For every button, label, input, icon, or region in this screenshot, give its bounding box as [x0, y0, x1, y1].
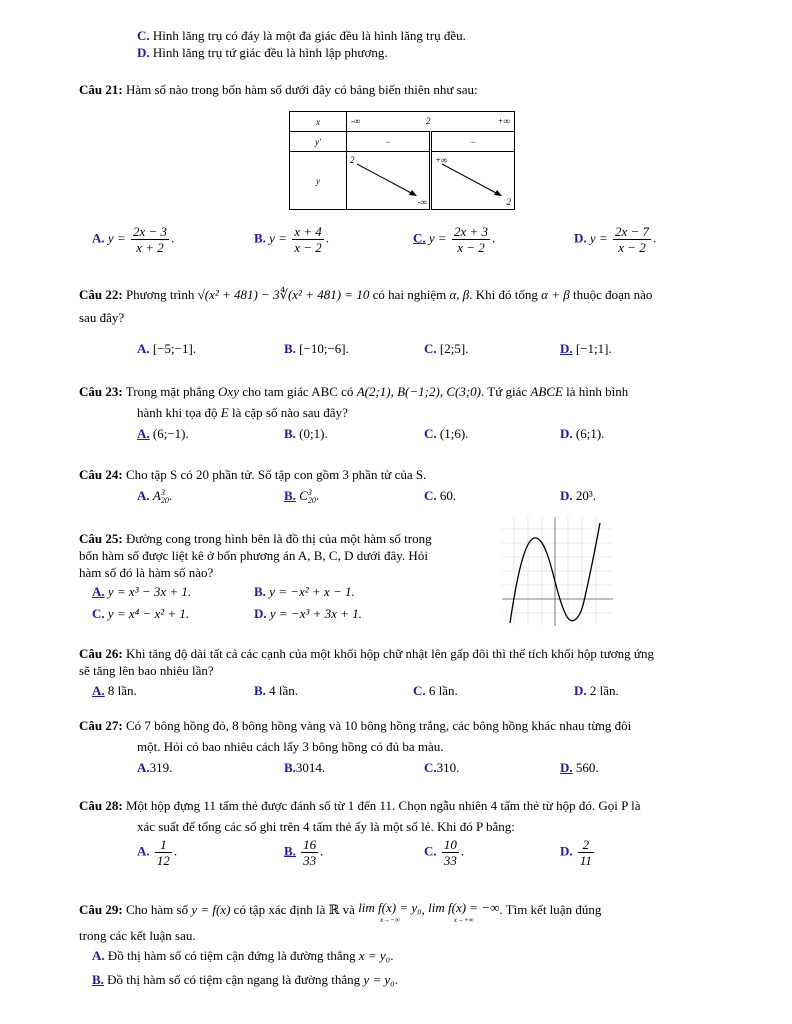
variation-table — [289, 111, 515, 210]
limit-1 — [358, 902, 421, 926]
question-label: Câu 29: — [79, 902, 123, 917]
q25-option-d — [254, 606, 362, 622]
option-text: [−1;1]. — [575, 341, 612, 356]
roots: α, β — [449, 287, 470, 302]
option-label: A. — [137, 843, 150, 859]
table-x-two: 2 — [426, 116, 431, 126]
option-text: 319. — [149, 760, 173, 775]
question-label: Câu 28: — [79, 798, 123, 813]
option-label: D. — [137, 45, 150, 60]
denominator: 33 — [303, 853, 317, 868]
separator: , — [421, 902, 425, 917]
table-neg-inf: -∞ — [351, 116, 361, 126]
denominator: x − 2 — [618, 240, 646, 255]
option-label: A. — [92, 230, 105, 246]
option-text: y = x³ − 3x + 1. — [107, 584, 192, 599]
option-label-correct: A. — [137, 426, 150, 441]
q27-option-c — [424, 760, 459, 776]
option-text: 60. — [439, 488, 457, 503]
option-text: 310. — [436, 760, 460, 775]
option-label: C. — [413, 683, 426, 698]
q27-option-b — [284, 760, 325, 776]
question-22-line2: sau đây? — [79, 310, 125, 325]
denominator: x − 2 — [457, 240, 485, 255]
q23-option-a — [137, 426, 189, 442]
option-text: [−5;−1]. — [152, 341, 197, 356]
option-text: Đồ thị hàm số có tiệm cận ngang là đường thẳng — [107, 972, 361, 987]
question-26-stem — [79, 646, 654, 662]
question-text: Cho tập S có 20 phần tử. Số tập con gồm 3 phần tử của S. — [125, 467, 427, 482]
question-text: có hai nghiệm — [372, 287, 447, 302]
option-end: . — [652, 230, 657, 246]
option-lhs: y = — [269, 230, 287, 246]
subscript: 20 — [307, 496, 316, 506]
decreasing-arrow-icon — [440, 162, 504, 198]
option-label-correct: B. — [92, 972, 104, 987]
question-text: Cho hàm số — [125, 902, 189, 917]
question-27-line2: một. Hỏi có bao nhiêu cách lấy 3 bông hồng có đủ ba màu. — [137, 739, 444, 754]
table-y-left — [347, 152, 431, 210]
option-text: y = x⁴ − x² + 1. — [107, 606, 190, 621]
fraction — [155, 837, 172, 868]
table-minus-right: − — [431, 132, 515, 152]
table-minus-left: − — [347, 132, 431, 152]
q25-option-c — [92, 606, 189, 622]
fraction — [292, 224, 324, 255]
table-y-top-right: +∞ — [435, 155, 448, 165]
q23-option-d — [560, 426, 604, 442]
limit-expr: lim f(x) = −∞ — [428, 900, 500, 915]
option-text: 6 lần. — [428, 683, 458, 698]
superscript: 3 — [160, 488, 165, 498]
question-text: Một hộp đựng 11 tấm thẻ được đánh số từ 1 đến 11. Chọn ngẫu nhiên 4 tấm thẻ từ hộp đó. Gọi P là — [125, 798, 641, 813]
q29-option-a — [92, 948, 393, 964]
equation: √(x² + 481) − 3∜(x² + 481) = 10 — [197, 287, 370, 302]
question-29-line2: trong các kết luận sau. — [79, 928, 196, 943]
question-23-line2 — [137, 405, 348, 421]
q26-option-a — [92, 683, 137, 699]
option-label-correct: D. — [560, 341, 573, 356]
option-end: . — [325, 230, 330, 246]
fraction — [442, 837, 459, 868]
point-e: E — [220, 405, 229, 420]
option-label: C. — [424, 760, 437, 775]
decreasing-arrow-icon — [355, 162, 419, 198]
question-24-stem — [79, 467, 426, 483]
option-end: . — [491, 230, 496, 246]
question-text: Khi tăng độ dài tất cả các cạnh của một khối hộp chữ nhật lên gấp đôi thì thể tích khối hộp tương ứng — [125, 646, 654, 661]
question-label: Câu 26: — [79, 646, 123, 661]
option-label: C. — [424, 843, 437, 859]
denominator: x − 2 — [294, 240, 322, 255]
option-label-correct: C. — [413, 230, 426, 246]
q23-option-c — [424, 426, 468, 442]
table-yprime-label: y' — [290, 132, 347, 152]
option-label-correct: D. — [560, 760, 573, 775]
option-label: C. — [424, 341, 437, 356]
question-text: hành khi tọa độ — [137, 405, 218, 420]
numerator: 16 — [303, 837, 317, 852]
prev-option-c — [137, 28, 466, 44]
denominator: x + 2 — [136, 240, 164, 255]
question-25-line2: bốn hàm số được liệt kê ở bốn phương án A, B, C, D dưới đây. Hỏi — [79, 548, 428, 563]
numerator: 1 — [155, 837, 172, 853]
option-text: 4 lần. — [269, 683, 299, 698]
question-label: Câu 22: — [79, 287, 123, 302]
fraction — [578, 837, 594, 868]
option-symbol: A — [152, 488, 161, 503]
question-28-line2: xác suất để tổng các số ghi trên 4 tấm thẻ ấy là một số lẻ. Khi đó P bằng: — [137, 819, 515, 834]
option-end: . — [394, 972, 398, 987]
q24-option-b — [284, 488, 319, 505]
question-label: Câu 27: — [79, 718, 123, 733]
q28-option-c — [424, 837, 464, 868]
option-label: B. — [284, 341, 296, 356]
question-25-stem — [79, 531, 432, 547]
question-22-stem — [79, 287, 652, 303]
option-label-correct: A. — [92, 683, 105, 698]
q26-option-c — [413, 683, 458, 699]
option-label: D. — [254, 606, 267, 621]
table-y-top-left: 2 — [350, 155, 355, 165]
question-21-stem — [79, 82, 478, 98]
q24-option-d — [560, 488, 596, 504]
fraction — [301, 837, 318, 868]
sum-expr: α + β — [541, 287, 570, 302]
q28-option-b — [284, 837, 323, 868]
option-label: C. — [92, 606, 105, 621]
quadrilateral: ABCE — [530, 384, 563, 399]
q22-option-a — [137, 341, 196, 357]
q24-option-a — [137, 488, 172, 505]
question-text: . Tứ giác — [480, 384, 528, 399]
question-text: Có 7 bông hồng đỏ, 8 bông hồng vàng và 10 bông hồng trắng, các bông hồng khác nhau từng đôi — [125, 718, 632, 733]
table-pos-inf: +∞ — [497, 116, 510, 126]
option-text: y = −x³ + 3x + 1. — [269, 606, 362, 621]
question-label: Câu 21: — [79, 82, 123, 97]
option-end: . — [320, 843, 324, 859]
option-lhs: y = — [107, 230, 126, 246]
option-label: D. — [560, 488, 573, 503]
option-label: B. — [254, 683, 266, 698]
q23-option-b — [284, 426, 328, 442]
option-label: A. — [137, 488, 150, 503]
function-expr: y = f(x) — [191, 902, 231, 917]
question-26-line2: sẽ tăng lên bao nhiêu lần? — [79, 663, 214, 678]
q21-option-c — [413, 224, 495, 255]
option-label-correct: A. — [92, 584, 105, 599]
question-27-stem — [79, 718, 631, 734]
q29-option-b — [92, 972, 398, 988]
q27-option-a — [137, 760, 172, 776]
option-text: Đồ thị hàm số có tiệm cận đứng là đường thẳng — [107, 948, 356, 963]
option-label: C. — [424, 426, 437, 441]
numerator: 2x + 3 — [453, 224, 488, 239]
table-y-bottom-right: 2 — [506, 197, 511, 207]
fraction — [452, 224, 490, 255]
table-y-label: y — [290, 152, 347, 210]
option-label: D. — [560, 426, 573, 441]
option-label: A. — [137, 341, 150, 356]
function-graph — [500, 515, 615, 627]
option-label: D. — [560, 843, 573, 859]
option-text: Hình lăng trụ tứ giác đều là hình lập phương. — [152, 45, 388, 60]
question-text: có tập xác định là ℝ và — [233, 902, 355, 917]
table-x-row — [347, 112, 515, 132]
question-28-stem — [79, 798, 641, 814]
q27-option-d — [560, 760, 599, 776]
question-text: Hàm số nào trong bốn hàm số dưới đây có bảng biến thiên như sau: — [125, 82, 478, 97]
numerator: x + 4 — [294, 224, 322, 239]
option-end: . — [170, 230, 175, 246]
option-end: . — [390, 948, 394, 963]
limit-subscript: x→+∞ — [453, 916, 474, 924]
option-label: A. — [137, 760, 150, 775]
question-23-stem — [79, 384, 628, 400]
option-label-correct: B. — [284, 488, 296, 503]
option-text: 8 lần. — [107, 683, 137, 698]
denominator: 11 — [579, 853, 592, 868]
option-end: . — [173, 843, 178, 859]
table-x-label: x — [290, 112, 347, 132]
question-text: . Khi đó tổng — [469, 287, 538, 302]
q22-option-c — [424, 341, 468, 357]
numerator: 2x − 3 — [132, 224, 167, 239]
limit-2 — [428, 902, 499, 926]
option-label: C. — [137, 28, 150, 43]
question-25-line3: hàm số đó là hàm số nào? — [79, 565, 214, 580]
option-equation: x = y₀ — [358, 948, 391, 963]
option-end: . — [315, 488, 320, 503]
numerator: 2x − 7 — [614, 224, 649, 239]
option-label-correct: B. — [284, 843, 296, 859]
question-label: Câu 24: — [79, 467, 123, 482]
question-text: là cặp số nào sau đây? — [231, 405, 348, 420]
q21-option-d — [574, 224, 656, 255]
question-29-stem — [79, 902, 601, 926]
option-label: D. — [574, 683, 587, 698]
question-text: thuộc đoạn nào — [573, 287, 653, 302]
option-text: [−10;−6]. — [299, 341, 349, 356]
option-text: [2;5]. — [439, 341, 469, 356]
option-text: 2 lần. — [589, 683, 619, 698]
numerator: 2 — [578, 837, 594, 853]
denominator: 33 — [443, 853, 457, 868]
q26-option-d — [574, 683, 619, 699]
q25-option-a — [92, 584, 191, 600]
q24-option-c — [424, 488, 456, 504]
q22-option-b — [284, 341, 349, 357]
option-label: B. — [254, 230, 266, 246]
question-text: Trong mặt phẳng — [125, 384, 215, 399]
q28-option-a — [137, 837, 177, 868]
superscript: 3 — [307, 488, 312, 498]
numerator: 10 — [443, 837, 457, 852]
option-symbol: C — [299, 488, 308, 503]
option-text: (6;1). — [575, 426, 605, 441]
option-label: D. — [574, 230, 587, 246]
points: A(2;1), B(−1;2), C(3;0) — [356, 384, 481, 399]
table-y-right — [431, 152, 515, 210]
option-text: (6;−1). — [152, 426, 189, 441]
option-text: 560. — [575, 760, 599, 775]
option-label: A. — [92, 948, 105, 963]
q21-option-a — [92, 224, 174, 255]
fraction — [131, 224, 169, 255]
option-text: 3014. — [295, 760, 326, 775]
coord-system: Oxy — [218, 384, 239, 399]
prev-option-d — [137, 45, 388, 61]
q22-option-d — [560, 341, 612, 357]
option-end: . — [168, 488, 173, 503]
q21-option-b — [254, 224, 329, 255]
option-label: B. — [284, 760, 296, 775]
option-text: y = −x² + x − 1. — [269, 584, 355, 599]
option-end: . — [460, 843, 465, 859]
question-label: Câu 23: — [79, 384, 123, 399]
option-text: 20³. — [575, 488, 597, 503]
option-equation: y = y₀ — [363, 972, 395, 987]
q26-option-b — [254, 683, 298, 699]
question-text: là hình bình — [566, 384, 629, 399]
question-text: Phương trình — [125, 287, 195, 302]
option-text: (0;1). — [299, 426, 328, 441]
option-label: C. — [424, 488, 437, 503]
question-text: Đường cong trong hình bên là đồ thị của một hàm số trong — [125, 531, 432, 546]
option-text: (1;6). — [439, 426, 469, 441]
subscript: 20 — [160, 496, 169, 506]
denominator: 12 — [156, 853, 170, 868]
q25-option-b — [254, 584, 355, 600]
option-lhs: y = — [428, 230, 447, 246]
option-label: B. — [254, 584, 266, 599]
fraction — [613, 224, 651, 255]
question-label: Câu 25: — [79, 531, 123, 546]
table-y-bottom-left: -∞ — [417, 197, 427, 207]
limit-subscript: x→−∞ — [380, 916, 400, 924]
limit-expr: lim f(x) = y₀ — [358, 900, 422, 915]
question-text: . Tìm kết luận đúng — [499, 902, 602, 917]
option-label: B. — [284, 426, 296, 441]
question-text: cho tam giác ABC có — [242, 384, 354, 399]
option-text: Hình lăng trụ có đáy là một đa giác đều là hình lăng trụ đều. — [152, 28, 466, 43]
option-lhs: y = — [589, 230, 608, 246]
q28-option-d — [560, 837, 596, 868]
